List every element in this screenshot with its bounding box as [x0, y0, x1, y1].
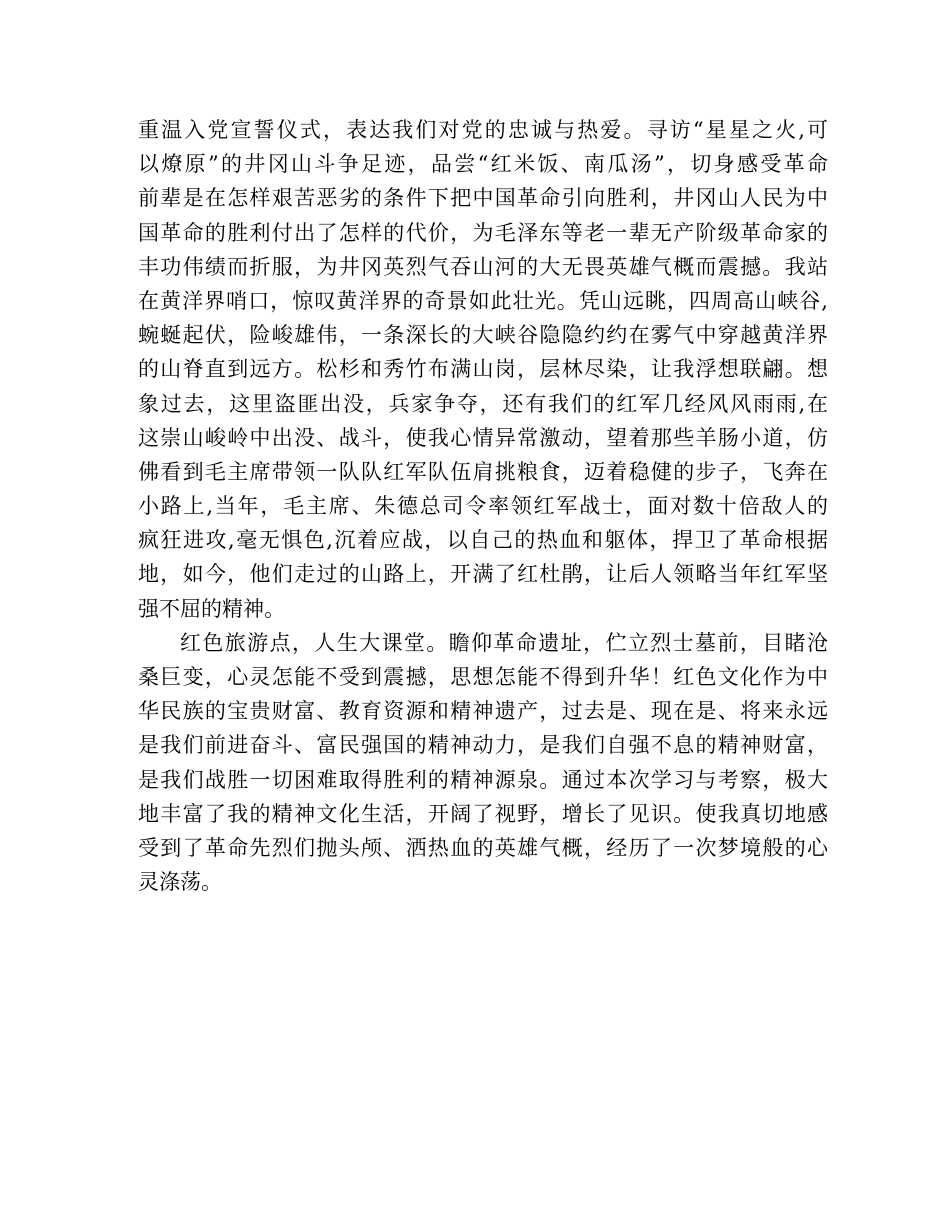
paragraph-1: [138, 113, 828, 626]
text-line: 灵涤荡。: [138, 870, 222, 895]
text-line: 国革命的胜利付出了怎样的代价，为毛泽东等老一辈无产阶级革命家的: [138, 220, 828, 245]
text-line: 受到了革命先烈们抛头颅、洒热血的英雄气概，经历了一次梦境般的心: [138, 835, 828, 860]
text-line: 蜿蜒起伏，险峻雄伟，一条深长的大峡谷隐隐约约在雾气中穿越黄洋界: [138, 323, 828, 348]
text-line: 重温入党宣誓仪式，表达我们对党的忠诚与热爱。寻访“星星之火,可: [138, 118, 828, 142]
text-line: 地丰富了我的精神文化生活，开阔了视野，增长了见识。使我真切地感: [138, 801, 828, 826]
text-line: 地，如今，他们走过的山路上，开满了红杜鹃，让后人领略当年红军坚: [138, 562, 828, 587]
text-line: 桑巨变，心灵怎能不受到震撼，思想怎能不得到升华！红色文化作为中: [138, 665, 828, 689]
text-line: 象过去，这里盗匪出没，兵家争夺，还有我们的红军几经风风雨雨,在: [138, 391, 828, 416]
text-line: 的山脊直到远方。松杉和秀竹布满山岗，层林尽染，让我浮想联翩。想: [138, 357, 828, 382]
text-line: 红色旅游点，人生大课堂。瞻仰革命遗址，伫立烈士墓前，目睹沧: [180, 630, 828, 655]
text-line: 前辈是在怎样艰苦恶劣的条件下把中国革命引向胜利，井冈山人民为中: [138, 186, 828, 211]
text-line: 丰功伟绩而折服，为井冈英烈气吞山河的大无畏英雄气概而震撼。我站: [138, 254, 828, 279]
text-line: 强不屈的精神。: [138, 596, 285, 621]
text-line: 疯狂进攻,毫无惧色,沉着应战，以自己的热血和躯体，捍卫了革命根据: [138, 528, 828, 553]
text-line: 是我们前进奋斗、富民强国的精神动力，是我们自强不息的精神财富，: [138, 733, 828, 758]
text-line: 华民族的宝贵财富、教育资源和精神遗产，过去是、现在是、将来永远: [138, 699, 828, 724]
text-line: 小路上,当年，毛主席、朱德总司令率领红军战士，面对数十倍敌人的: [138, 494, 828, 519]
text-line: 佛看到毛主席带领一队队红军队伍肩挑粮食，迈着稳健的步子，飞奔在: [138, 459, 828, 484]
text-line: 以燎原”的井冈山斗争足迹，品尝“红米饭、南瓜汤”，切身感受革命: [138, 152, 828, 177]
body-text: [138, 113, 828, 899]
text-line: 这崇山峻岭中出没、战斗，使我心情异常激动，望着那些羊肠小道，仿: [138, 425, 828, 450]
text-line: 在黄洋界哨口，惊叹黄洋界的奇景如此壮光。凭山远眺，四周高山峡谷,: [138, 288, 828, 313]
paragraph-2: [138, 626, 828, 900]
text-line: 是我们战胜一切困难取得胜利的精神源泉。通过本次学习与考察，极大: [138, 767, 828, 792]
